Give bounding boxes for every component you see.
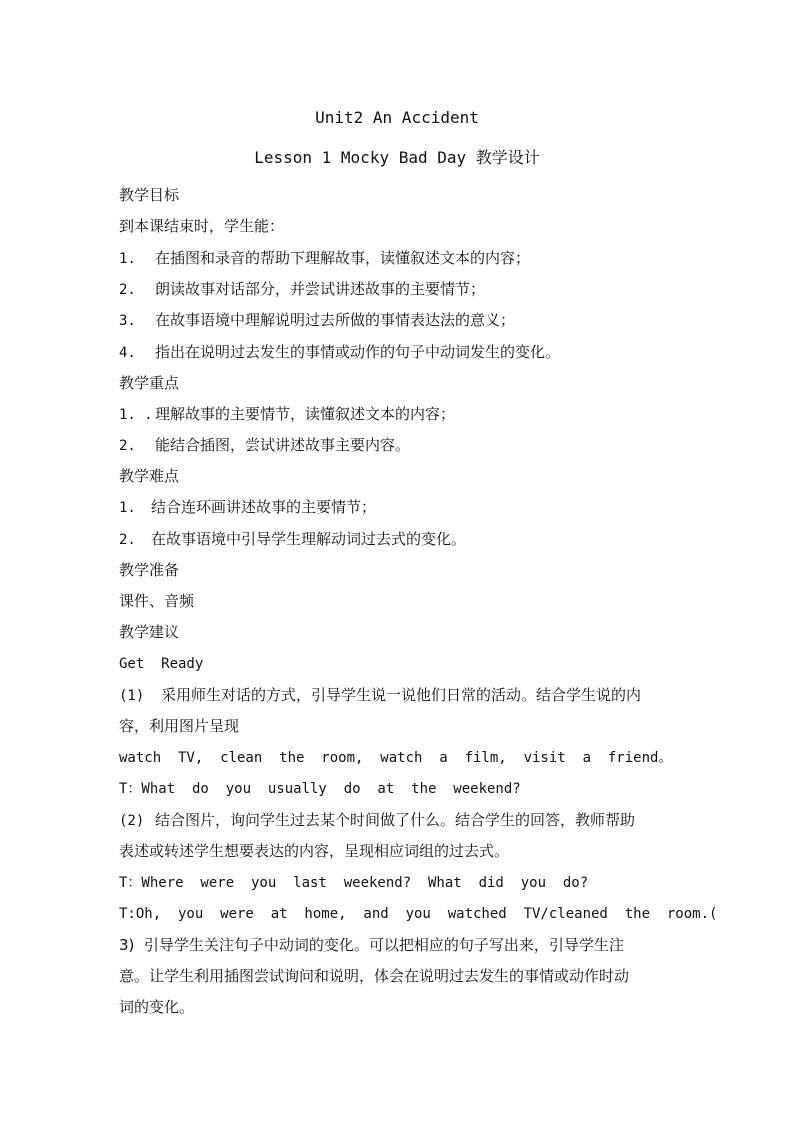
paragraph-line: 表述或转述学生想要表达的内容，呈现相应词组的过去式。 [119,842,510,860]
list-item-text: 朗读故事对话部分，并尝试讲述故事的主要情节； [155,280,486,298]
list-item [119,310,515,331]
paragraph-number: (1) [119,688,145,704]
list-item-number: 1. [119,500,136,516]
paragraph-line: 3) 引导学生关注句子中动词的变化。可以把相应的句子写出来，引导学生注 [119,936,624,954]
list-item-text: 结合连环画讲述故事的主要情节； [151,498,377,516]
list-item-text: 在故事语境中引导学生理解动词过去式的变化。 [151,530,467,548]
list-item [119,342,560,363]
list-item [119,497,376,518]
paragraph-number: (2) [119,813,145,829]
list-item [119,529,466,550]
list-item-number: 3. [119,313,136,329]
section-heading-key-points: 教学重点 [119,374,180,392]
goals-intro: 到本课结束时，学生能： [119,217,285,235]
document-subtitle: Lesson 1 Mocky Bad Day 教学设计 [254,148,540,167]
get-ready-label: Get Ready [119,656,204,672]
paragraph-line [119,685,641,706]
list-item-text: 能结合插图，尝试讲述故事主要内容。 [155,436,411,454]
vocabulary-line: watch TV, clean the room, watch a film, visit a friend。 [119,750,673,766]
preparation-text: 课件、音频 [119,592,195,610]
list-item [119,248,530,269]
teacher-answer: T:Oh, you were at home, and you watched TV/cleaned the room.( [119,906,718,922]
list-item-number: 2. [119,438,136,454]
list-item [119,435,410,456]
list-item-number: 4. [119,345,136,361]
paragraph-line [119,810,635,831]
paragraph-line: 词的变化。 [119,998,195,1016]
paragraph-line: 容，利用图片呈现 [119,717,240,735]
list-item-number: 2. [119,282,136,298]
section-heading-difficulties: 教学难点 [119,467,180,485]
list-item-number: 2. [119,532,136,548]
list-item [119,279,485,300]
teacher-question: T：What do you usually do at the weekend? [119,781,521,797]
list-item-number: 1. . [119,407,153,423]
paragraph-line: 意。让学生利用插图尝试询问和说明，体会在说明过去发生的事情或动作时动 [119,967,630,985]
paragraph-text: 结合图片，询问学生过去某个时间做了什么。结合学生的回答，教师帮助 [155,811,636,829]
section-heading-goals: 教学目标 [119,186,180,204]
list-item-text: 在插图和录音的帮助下理解故事，读懂叙述文本的内容； [155,249,531,267]
document-title: Unit2 An Accident [315,108,479,127]
teacher-question: T：Where were you last weekend? What did you do? [119,875,589,891]
paragraph-text: 采用师生对话的方式，引导学生说一说他们日常的活动。结合学生说的内 [161,686,642,704]
list-item-number: 1. [119,251,136,267]
list-item [119,404,455,425]
list-item-text: 理解故事的主要情节，读懂叙述文本的内容； [155,405,456,423]
list-item-text: 在故事语境中理解说明过去所做的事情表达法的意义； [155,311,516,329]
section-heading-suggestions: 教学建议 [119,623,180,641]
list-item-text: 指出在说明过去发生的事情或动作的句子中动词发生的变化。 [155,343,561,361]
section-heading-preparation: 教学准备 [119,561,180,579]
